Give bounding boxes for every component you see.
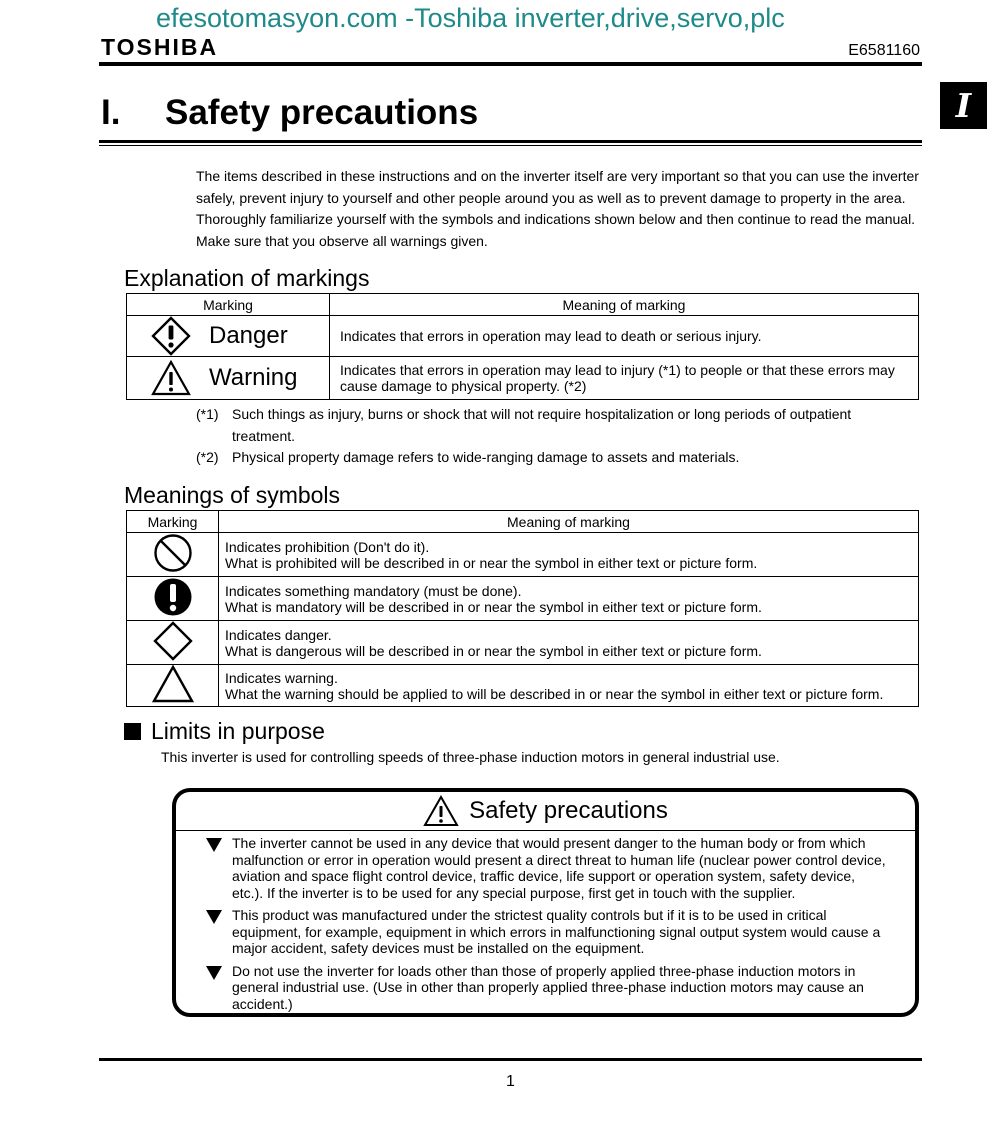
- table-header-row: [127, 294, 919, 316]
- triangle-bullet-icon: [206, 835, 232, 901]
- limits-heading: [124, 718, 325, 745]
- markings-notes: [196, 404, 906, 469]
- box-header: [176, 792, 915, 831]
- symbol-cell: [127, 665, 219, 707]
- table-row: [127, 316, 919, 357]
- symbol-cell: [127, 577, 219, 621]
- document-number: E6581160: [848, 42, 920, 59]
- markings-table: [126, 293, 919, 400]
- marking-cell: [127, 316, 330, 357]
- triangle-bullet-icon: [206, 907, 232, 957]
- meaning-cell: [219, 577, 919, 621]
- col-marking: Marking: [127, 511, 219, 533]
- title-number: I.: [101, 93, 121, 132]
- list-item: [176, 835, 915, 901]
- meaning-line: What the warning should be applied to will be described in or near the symbol in either text or picture form.: [225, 685, 884, 702]
- triangle-bullet-icon: [206, 963, 232, 1013]
- footer-rule: [99, 1058, 922, 1061]
- symbol-cell: [127, 533, 219, 577]
- meaning-cell: Indicates that errors in operation may lead to death or serious injury.: [330, 316, 919, 357]
- meaning-cell: [219, 665, 919, 707]
- prohibition-icon: [153, 533, 193, 573]
- note-text: Such things as injury, burns or shock that will not require hospitalization or long periods of outpatient treatment.: [232, 406, 852, 444]
- mandatory-icon: [153, 577, 193, 617]
- square-bullet-icon: [124, 723, 141, 740]
- title-rule: [99, 140, 922, 143]
- safety-precautions-box: [172, 788, 919, 1017]
- warning-triangle-icon: [423, 795, 459, 827]
- intro-paragraph: The items described in these instructions and on the inverter itself are very important so that you can use the inverter safely, prevent injury to yourself and other people around you as well as to prevent damage to property in the area. Thoroughly familiarize yourself with the symbols and indications shown below and then continue to read the manual. Make sure that you observe all warnings given.: [196, 168, 919, 249]
- symbols-table: [126, 510, 919, 707]
- title-text: Safety precautions: [165, 93, 479, 132]
- symbol-cell: [127, 621, 219, 665]
- limits-text: This inverter is used for controlling speeds of three-phase induction motors in general industrial use.: [161, 749, 780, 765]
- table-row: [127, 665, 919, 707]
- meaning-cell: [219, 533, 919, 577]
- markings-heading: Explanation of markings: [124, 265, 370, 291]
- note-text: Physical property damage refers to wide-ranging damage to assets and materials.: [232, 449, 740, 465]
- title-rule-thin: [99, 145, 922, 146]
- note-item: [196, 447, 906, 469]
- table-header-row: [127, 511, 919, 533]
- meaning-cell: Indicates that errors in operation may lead to injury (*1) to people or that these errors may cause damage to physical property. (*2): [330, 357, 919, 400]
- list-item-text: This product was manufactured under the strictest quality controls but if it is to be used in critical equipment, for example, equipment in which errors in malfunctioning signal output system would cause a major accident, safety devices must be installed on the equipment.: [232, 907, 881, 956]
- page-number: 1: [506, 1073, 515, 1090]
- note-key: (*1): [196, 406, 219, 422]
- meaning-line: Indicates something mandatory (must be done).: [225, 582, 522, 599]
- note-key: (*2): [196, 449, 219, 465]
- col-meaning: Meaning of marking: [330, 294, 919, 316]
- list-item-text: The inverter cannot be used in any device that would present danger to the human body or from which malfunction or error in operation would present a direct threat to human life (nuclear power control device, aviation and space flight control device, traffic device, life support or operation system, safety device, etc.). If the inverter is to be used for any special purpose, first get in touch with the supplier.: [232, 835, 886, 901]
- note-item: [196, 404, 906, 447]
- brand-logo: TOSHIBA: [101, 34, 219, 60]
- danger-icon: [153, 621, 193, 661]
- section-tab: I: [940, 82, 987, 129]
- col-marking: Marking: [127, 294, 330, 316]
- symbols-heading: Meanings of symbols: [124, 482, 341, 508]
- table-row: [127, 357, 919, 400]
- list-item: [176, 907, 915, 957]
- marking-label: Warning: [209, 364, 298, 391]
- table-row: [127, 577, 919, 621]
- marking-cell: [127, 357, 330, 400]
- warning-triangle-icon: [151, 360, 191, 396]
- box-title: Safety precautions: [469, 797, 668, 824]
- table-row: [127, 621, 919, 665]
- meaning-line: Indicates danger.: [225, 626, 332, 643]
- header-rule: [99, 62, 922, 66]
- list-item-text: Do not use the inverter for loads other than those of properly applied three-phase induction motors in general industrial use. (Use in other than properly applied three-phase induction motors may cause an accident.): [232, 962, 864, 1012]
- meaning-line: What is prohibited will be described in or near the symbol in either text or picture form.: [225, 554, 758, 571]
- limits-heading-text: Limits in purpose: [151, 718, 325, 744]
- watermark-text: efesotomasyon.com -Toshiba inverter,drive,servo,plc: [156, 3, 785, 33]
- meaning-cell: [219, 621, 919, 665]
- warning-icon: [152, 665, 194, 703]
- marking-label: Danger: [209, 322, 288, 349]
- meaning-line: What is dangerous will be described in or near the symbol in either text or picture form.: [225, 642, 762, 659]
- page-title: [101, 93, 478, 133]
- list-item: [176, 963, 915, 1013]
- meaning-line: Indicates prohibition (Don't do it).: [225, 538, 430, 555]
- col-meaning: Meaning of marking: [219, 511, 919, 533]
- danger-diamond-icon: [151, 316, 191, 356]
- meaning-line: Indicates warning.: [225, 669, 338, 686]
- meaning-line: What is mandatory will be described in or near the symbol in either text or picture form.: [225, 598, 762, 615]
- table-row: [127, 533, 919, 577]
